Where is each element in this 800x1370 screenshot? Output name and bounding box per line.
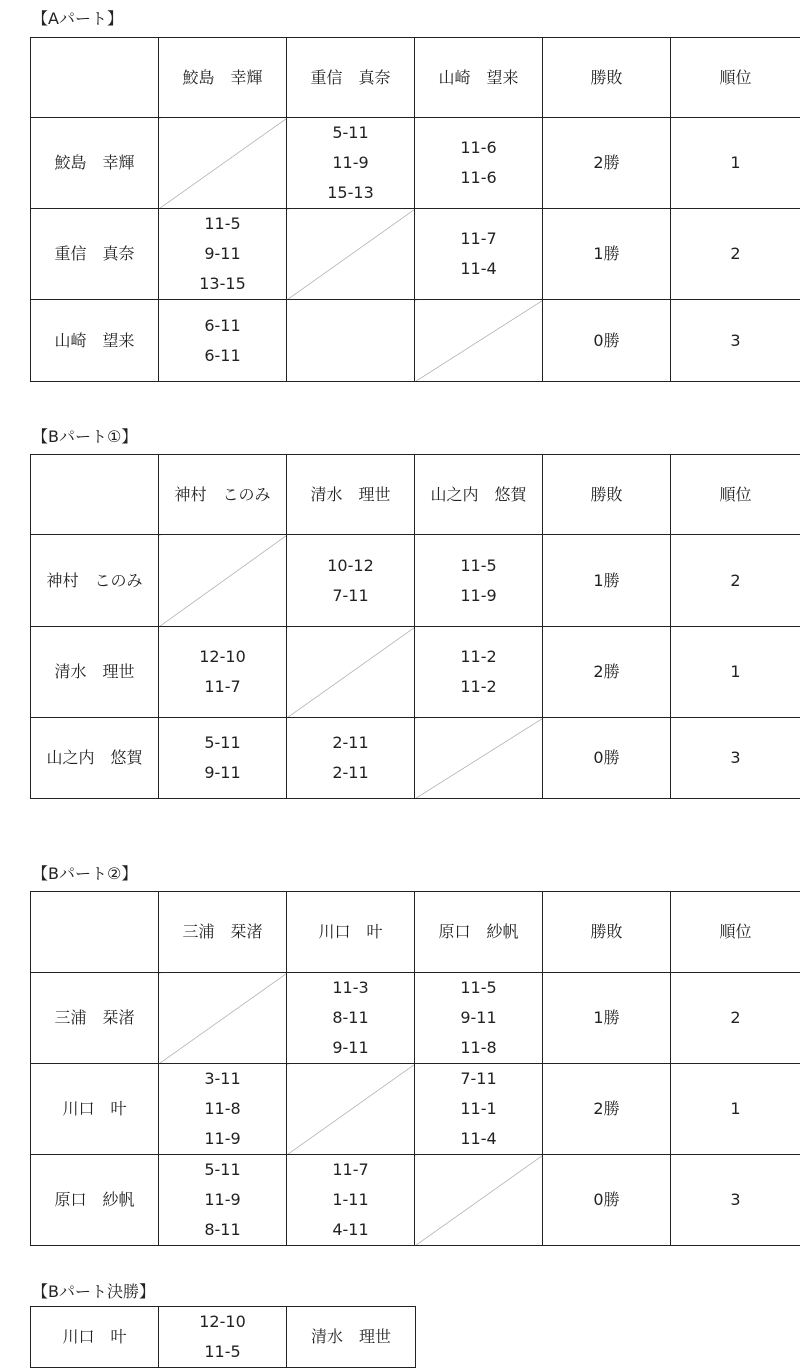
header-player: 神村 このみ — [159, 455, 287, 535]
diagonal-cell — [415, 300, 543, 382]
score: 4-11 — [332, 1220, 369, 1239]
score: 11-5 — [204, 214, 241, 233]
score: 11-7 — [204, 677, 241, 696]
score: 11-5 — [460, 978, 497, 997]
rank-cell: 2 — [671, 209, 800, 300]
diagonal-cell — [415, 1155, 543, 1246]
score: 9-11 — [204, 244, 241, 263]
rank-cell: 3 — [671, 718, 800, 799]
diagonal-cell — [159, 535, 287, 627]
header-rank: 順位 — [671, 455, 800, 535]
header-wins: 勝敗 — [543, 38, 671, 118]
rank-cell: 3 — [671, 1155, 800, 1246]
section-b2-table — [30, 891, 800, 1246]
score: 11-9 — [332, 153, 369, 172]
score: 11-9 — [204, 1190, 241, 1209]
score: 11-7 — [460, 229, 497, 248]
header-player: 山崎 望来 — [415, 38, 543, 118]
diagonal-cell — [415, 718, 543, 799]
score: 11-2 — [460, 647, 497, 666]
score: 12-10 — [199, 1312, 246, 1331]
header-rank: 順位 — [671, 38, 800, 118]
score-cell — [287, 118, 415, 209]
section-b1-table — [30, 454, 800, 799]
rank-cell: 3 — [671, 300, 800, 382]
diagonal-cell — [287, 627, 415, 718]
score: 11-8 — [204, 1099, 241, 1118]
diagonal-cell — [287, 1064, 415, 1155]
score-cell — [159, 627, 287, 718]
score: 7-11 — [460, 1069, 497, 1088]
score-cell — [287, 1155, 415, 1246]
score-cell — [159, 209, 287, 300]
score: 11-3 — [332, 978, 369, 997]
row-player-name: 川口 叶 — [31, 1064, 159, 1155]
diagonal-cell — [159, 973, 287, 1064]
score: 7-11 — [332, 585, 369, 605]
score: 11-7 — [332, 1160, 369, 1179]
score: 11-2 — [460, 677, 497, 696]
score-cell — [415, 1064, 543, 1155]
score-cell — [159, 1155, 287, 1246]
score-cell — [287, 973, 415, 1064]
wins-cell: 2勝 — [543, 1064, 671, 1155]
header-rank: 順位 — [671, 892, 800, 973]
row-player-name: 鮫島 幸輝 — [31, 118, 159, 209]
diagonal-cell — [159, 118, 287, 209]
row-player-name: 清水 理世 — [31, 627, 159, 718]
score: 11-1 — [460, 1099, 497, 1118]
header-empty-cell — [31, 892, 159, 973]
score: 3-11 — [204, 1069, 241, 1088]
wins-cell: 0勝 — [543, 300, 671, 382]
section-a-table — [30, 37, 800, 382]
row-player-name: 神村 このみ — [31, 535, 159, 627]
rank-cell: 2 — [671, 535, 800, 627]
score-cell — [415, 209, 543, 300]
score: 11-8 — [460, 1038, 497, 1057]
diagonal-cell — [287, 209, 415, 300]
score: 6-11 — [204, 345, 241, 365]
rank-cell: 2 — [671, 973, 800, 1064]
rank-cell: 1 — [671, 627, 800, 718]
header-player: 重信 真奈 — [287, 38, 415, 118]
header-player: 三浦 栞渚 — [159, 892, 287, 973]
section-a-title: 【Aパート】 — [32, 9, 123, 28]
section-b2-title: 【Bパート②】 — [32, 864, 138, 883]
wins-cell: 0勝 — [543, 1155, 671, 1246]
row-player-name: 山崎 望来 — [31, 300, 159, 382]
final-left-player: 川口 叶 — [31, 1307, 159, 1368]
score-cell — [415, 118, 543, 209]
score: 11-6 — [460, 138, 497, 157]
header-wins: 勝敗 — [543, 892, 671, 973]
final-table — [30, 1306, 416, 1368]
score: 12-10 — [199, 647, 246, 666]
score: 11-4 — [460, 1129, 497, 1148]
score-cell — [415, 973, 543, 1064]
wins-cell: 2勝 — [543, 627, 671, 718]
rank-cell: 1 — [671, 118, 800, 209]
score-cell — [159, 1064, 287, 1155]
row-player-name: 重信 真奈 — [31, 209, 159, 300]
rank-cell: 1 — [671, 1064, 800, 1155]
score-cell — [159, 718, 287, 799]
score: 9-11 — [460, 1008, 497, 1027]
score: 5-11 — [332, 123, 369, 142]
score-cell — [287, 535, 415, 627]
header-player: 鮫島 幸輝 — [159, 38, 287, 118]
score-cell — [159, 300, 287, 382]
score: 2-11 — [332, 733, 369, 752]
score: 11-5 — [460, 555, 497, 575]
score: 11-5 — [204, 1342, 241, 1361]
score: 15-13 — [327, 183, 374, 202]
score-cell — [415, 627, 543, 718]
header-player: 川口 叶 — [287, 892, 415, 973]
wins-cell: 0勝 — [543, 718, 671, 799]
header-empty-cell — [31, 455, 159, 535]
section-b1-title: 【Bパート①】 — [32, 427, 138, 446]
row-player-name: 山之内 悠賀 — [31, 718, 159, 799]
score: 1-11 — [332, 1190, 369, 1209]
header-player: 清水 理世 — [287, 455, 415, 535]
empty-score-cell — [287, 300, 415, 382]
score: 9-11 — [332, 1038, 369, 1057]
final-score-cell — [159, 1307, 287, 1368]
wins-cell: 2勝 — [543, 118, 671, 209]
score: 8-11 — [332, 1008, 369, 1027]
row-player-name: 三浦 栞渚 — [31, 973, 159, 1064]
header-wins: 勝敗 — [543, 455, 671, 535]
row-player-name: 原口 紗帆 — [31, 1155, 159, 1246]
score: 11-4 — [460, 259, 497, 278]
wins-cell: 1勝 — [543, 209, 671, 300]
score: 10-12 — [327, 555, 374, 575]
score: 5-11 — [204, 733, 241, 752]
score: 11-9 — [460, 585, 497, 605]
score: 11-9 — [204, 1129, 241, 1148]
score: 5-11 — [204, 1160, 241, 1179]
header-player: 原口 紗帆 — [415, 892, 543, 973]
header-player: 山之内 悠賀 — [415, 455, 543, 535]
wins-cell: 1勝 — [543, 535, 671, 627]
final-right-player: 清水 理世 — [287, 1307, 416, 1368]
score: 13-15 — [199, 274, 246, 293]
wins-cell: 1勝 — [543, 973, 671, 1064]
score: 8-11 — [204, 1220, 241, 1239]
final-title: 【Bパート決勝】 — [32, 1282, 155, 1301]
score: 6-11 — [204, 315, 241, 335]
score-cell — [287, 718, 415, 799]
score-cell — [415, 535, 543, 627]
score: 9-11 — [204, 763, 241, 782]
header-empty-cell — [31, 38, 159, 118]
score: 11-6 — [460, 168, 497, 187]
score: 2-11 — [332, 763, 369, 782]
